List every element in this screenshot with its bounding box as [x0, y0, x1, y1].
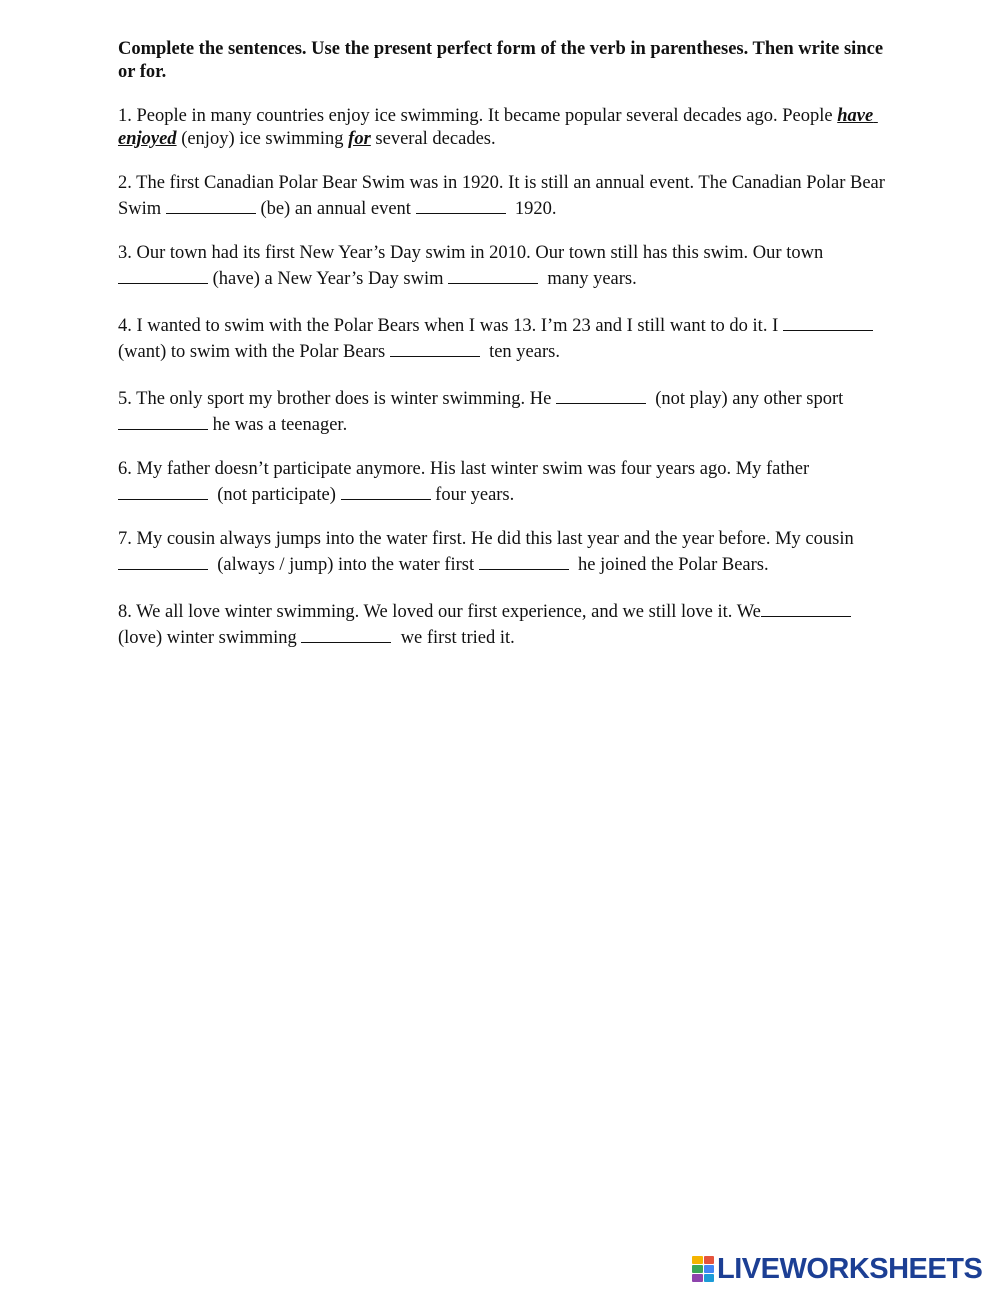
- item-5-blank-1[interactable]: [556, 385, 646, 404]
- exercise-item-2: [118, 172, 888, 221]
- logo-block: [692, 1274, 703, 1282]
- item-8-text-mid: (love) winter swimming: [118, 602, 865, 648]
- item-4-text: 4. I wanted to swim with the Polar Bears when I was 13. I’m 23 and I still want to do it. I: [118, 316, 783, 336]
- item-8-blank-1[interactable]: [761, 598, 851, 617]
- item-2-blank-2[interactable]: [416, 195, 506, 214]
- exercise-item-6: [118, 458, 888, 507]
- item-6-blank-2[interactable]: [341, 481, 431, 500]
- item-5-text-mid: (not play) any other sport: [645, 389, 848, 409]
- item-5-text: 5. The only sport my brother does is winter swimming. He: [118, 389, 556, 409]
- item-3-blank-2[interactable]: [448, 265, 538, 284]
- item-3-text-end: many years.: [538, 269, 637, 289]
- logo-block: [704, 1256, 715, 1264]
- exercise-item-7: [118, 528, 888, 577]
- instructions: Complete the sentences. Use the present perfect form of the verb in parentheses. Then write since or for.: [118, 39, 884, 82]
- exercise-item-4: [118, 312, 888, 364]
- item-5-text-end: he was a teenager.: [208, 415, 348, 435]
- item-2-text-mid: (be) an annual event: [255, 199, 416, 219]
- logo-block: [692, 1256, 703, 1264]
- item-4-text-mid: (want) to swim with the Polar Bears: [118, 316, 883, 362]
- item-3-text-mid: (have) a New Year’s Day swim: [208, 269, 449, 289]
- exercise-item-3: [118, 242, 888, 291]
- item-7-text-mid: (always / jump) into the water first: [208, 555, 479, 575]
- exercise-item-5: [118, 385, 888, 437]
- item-7-blank-1[interactable]: [118, 551, 208, 570]
- item-5-blank-2[interactable]: [118, 411, 208, 430]
- item-7-blank-2[interactable]: [479, 551, 569, 570]
- item-4-blank-2[interactable]: [390, 338, 480, 357]
- logo-block: [704, 1274, 715, 1282]
- item-3-blank-1[interactable]: [118, 265, 208, 284]
- liveworksheets-logo-icon: [692, 1256, 714, 1282]
- liveworksheets-brand[interactable]: [692, 1252, 992, 1286]
- brand-name: LIVEWORKSHEETS: [717, 1252, 983, 1285]
- item-7-text: 7. My cousin always jumps into the water first. He did this last year and the year before. My cousin: [118, 529, 859, 549]
- item-1-text: 1. People in many countries enjoy ice swimming. It became popular several decades ago. People: [118, 106, 838, 126]
- exercise-item-1: [118, 105, 888, 151]
- item-6-text-mid: (not participate): [208, 485, 341, 505]
- item-6-text: 6. My father doesn’t participate anymore. His last winter swim was four years ago. My father: [118, 459, 814, 479]
- item-1-text-end: several decades.: [370, 129, 496, 149]
- worksheet: [118, 38, 888, 671]
- item-8-text-end: we first tried it.: [391, 628, 515, 648]
- item-1-answer-1: have enjoyed: [118, 106, 878, 149]
- item-4-blank-1[interactable]: [783, 312, 873, 331]
- item-4-text-end: ten years.: [479, 342, 560, 362]
- item-6-blank-1[interactable]: [118, 481, 208, 500]
- item-2-blank-1[interactable]: [166, 195, 256, 214]
- item-2-text-end: 1920.: [505, 199, 557, 219]
- exercise-item-8: [118, 598, 888, 650]
- logo-block: [692, 1265, 703, 1273]
- item-6-text-end: four years.: [430, 485, 515, 505]
- logo-block: [704, 1265, 715, 1273]
- item-8-text: 8. We all love winter swimming. We loved our first experience, and we still love it. We: [118, 602, 761, 622]
- item-7-text-end: he joined the Polar Bears.: [568, 555, 769, 575]
- item-1-text-mid: (enjoy) ice swimming: [176, 129, 349, 149]
- item-1-answer-2: for: [348, 129, 371, 149]
- item-2-text: 2. The first Canadian Polar Bear Swim was in 1920. It is still an annual event. The Canadian Polar Bear Swim: [118, 173, 890, 219]
- item-8-blank-2[interactable]: [301, 624, 391, 643]
- item-3-text: 3. Our town had its first New Year’s Day swim in 2010. Our town still has this swim. Our town: [118, 243, 828, 263]
